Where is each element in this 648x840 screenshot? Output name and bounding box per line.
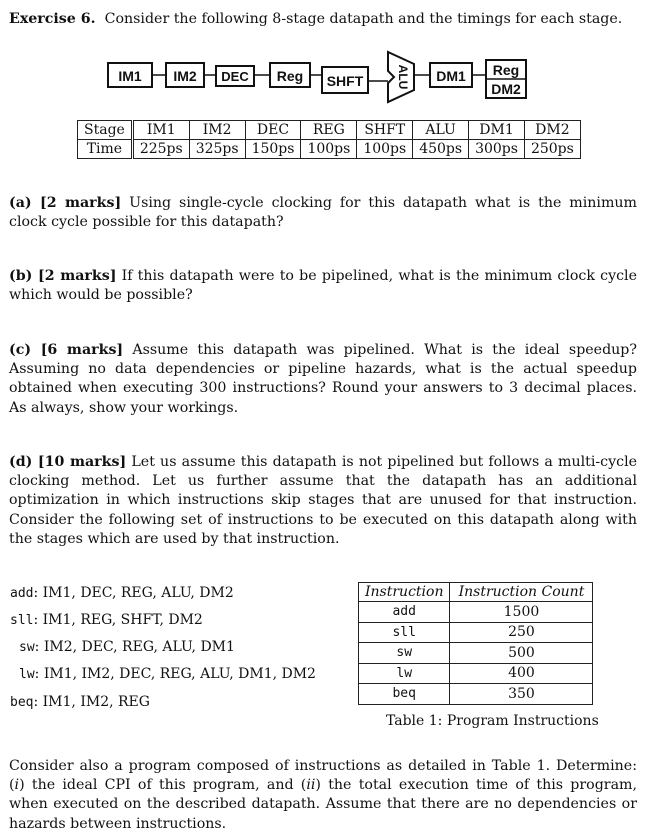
- program-instruction-cell: sw: [359, 643, 450, 664]
- question-c: [9, 341, 637, 418]
- timing-stage-cell: IM2: [189, 121, 245, 140]
- timing-row-header: Stage: [78, 121, 133, 140]
- timing-stage-row: [78, 121, 581, 140]
- timing-time-cell: 150ps: [245, 140, 301, 159]
- stage-label-im1: IM1: [118, 68, 142, 84]
- question-a: [9, 194, 637, 232]
- program-count-cell: 350: [450, 684, 593, 705]
- table-row: [359, 602, 593, 623]
- timing-time-cell: 450ps: [413, 140, 469, 159]
- question-a-label: (a) [2 marks]: [9, 195, 122, 211]
- timing-stage-cell: DM2: [524, 121, 580, 140]
- timing-table: [77, 120, 581, 159]
- instruction-list-item: add: IM1, DEC, REG, ALU, DM2: [10, 585, 234, 601]
- program-count-cell: 500: [450, 643, 593, 664]
- instruction-list-item: sw: IM2, DEC, REG, ALU, DM1: [19, 639, 235, 655]
- instruction-name: sw: [19, 640, 35, 655]
- closing-roman-i: i: [14, 777, 20, 794]
- timing-stage-cell: DEC: [245, 121, 301, 140]
- closing-text-1: Consider also a program composed of instructions as detailed in Table 1. Determine: (: [9, 758, 637, 794]
- timing-time-cell: 100ps: [357, 140, 413, 159]
- exercise-intro: Consider the following 8-stage datapath and the timings for each stage.: [104, 11, 623, 27]
- stage-label-alu: ALU: [396, 64, 410, 90]
- instruction-stages: IM2, DEC, REG, ALU, DM1: [43, 639, 235, 655]
- instruction-stages: IM1, DEC, REG, ALU, DM2: [42, 585, 234, 601]
- timing-stage-cell: REG: [301, 121, 357, 140]
- stage-label-dm1: DM1: [436, 68, 466, 84]
- timing-time-cell: 325ps: [189, 140, 245, 159]
- timing-time-cell: 300ps: [469, 140, 525, 159]
- closing-roman-ii: ii: [306, 777, 316, 794]
- program-table-header-row: [359, 583, 593, 602]
- timing-time-cell: 250ps: [524, 140, 580, 159]
- question-c-text: Assume this datapath was pipelined. What is the ideal speedup? Assuming no data dependencies or pipeline hazards, what is the actual speedup obtained when executing 300 instructions? Round your answers to 3 decimal places. As always, show your workings.: [9, 342, 637, 416]
- program-count-cell: 1500: [450, 602, 593, 623]
- timing-time-cell: 100ps: [301, 140, 357, 159]
- question-d-label: (d) [10 marks]: [9, 454, 127, 470]
- question-b-text: If this datapath were to be pipelined, what is the minimum clock cycle which would be possible?: [9, 268, 637, 304]
- question-c-label: (c) [6 marks]: [9, 342, 124, 358]
- timing-time-cell: 225ps: [132, 140, 189, 159]
- stage-label-reg: Reg: [276, 68, 304, 84]
- timing-stage-cell: IM1: [132, 121, 189, 140]
- closing-text-2: ) the ideal CPI of this program, and (: [19, 777, 307, 794]
- table-row: [359, 643, 593, 664]
- instruction-name: add: [10, 586, 34, 601]
- exercise-number: Exercise 6.: [9, 11, 96, 27]
- instruction-name: beq: [10, 695, 34, 710]
- program-table-header: Instruction Count: [450, 583, 593, 602]
- stage-label-dec: DEC: [221, 69, 249, 84]
- closing-text-3: ) the total execution time of this program, when executed on the described datapath. Assume that there are no dependencies or hazards between instructions.: [9, 777, 637, 832]
- timing-stage-cell: ALU: [413, 121, 469, 140]
- program-count-cell: 250: [450, 622, 593, 643]
- question-b-label: (b) [2 marks]: [9, 268, 117, 284]
- timing-stage-cell: DM1: [469, 121, 525, 140]
- instruction-list-item: sll: IM1, REG, SHFT, DM2: [10, 612, 203, 628]
- closing-paragraph: [9, 757, 637, 834]
- program-instruction-cell: lw: [359, 663, 450, 684]
- program-table: [358, 582, 593, 705]
- stage-label-shft: SHFT: [326, 73, 364, 89]
- datapath-diagram: [0, 0, 648, 115]
- program-instruction-cell: sll: [359, 622, 450, 643]
- stage-label-im2: IM2: [173, 68, 197, 84]
- question-d: [9, 453, 637, 549]
- instruction-list-item: beq: IM1, IM2, REG: [10, 694, 150, 710]
- instruction-stages: IM1, IM2, REG: [42, 694, 150, 710]
- question-b: [9, 267, 637, 305]
- instruction-name: sll: [10, 613, 34, 628]
- program-table-header: Instruction: [359, 583, 450, 602]
- program-count-cell: 400: [450, 663, 593, 684]
- timing-time-row: [78, 140, 581, 159]
- timing-stage-cell: SHFT: [357, 121, 413, 140]
- stage-label-dm2: DM2: [491, 81, 521, 97]
- table-row: [359, 684, 593, 705]
- stage-label-reg2: Reg: [492, 62, 520, 78]
- instruction-name: lw: [19, 667, 35, 682]
- question-d-text: Let us assume this datapath is not pipelined but follows a multi-cycle clocking method. Let us further assume that the datapath has an additional optimization in which instructions skip stages that are unused for that instruction. Consider the following set of instructions to be executed on this datapath along with the stages which are used by that instruction.: [9, 454, 638, 547]
- program-instruction-cell: beq: [359, 684, 450, 705]
- program-instruction-cell: add: [359, 602, 450, 623]
- timing-row-header: Time: [78, 140, 133, 159]
- instruction-stages: IM1, IM2, DEC, REG, ALU, DM1, DM2: [43, 666, 316, 682]
- table-row: [359, 663, 593, 684]
- table-caption: Table 1: Program Instructions: [386, 713, 599, 729]
- question-a-text: Using single-cycle clocking for this datapath what is the minimum clock cycle possible for this datapath?: [9, 195, 638, 231]
- table-row: [359, 622, 593, 643]
- instruction-stages: IM1, REG, SHFT, DM2: [42, 612, 203, 628]
- instruction-list-item: lw: IM1, IM2, DEC, REG, ALU, DM1, DM2: [19, 666, 316, 682]
